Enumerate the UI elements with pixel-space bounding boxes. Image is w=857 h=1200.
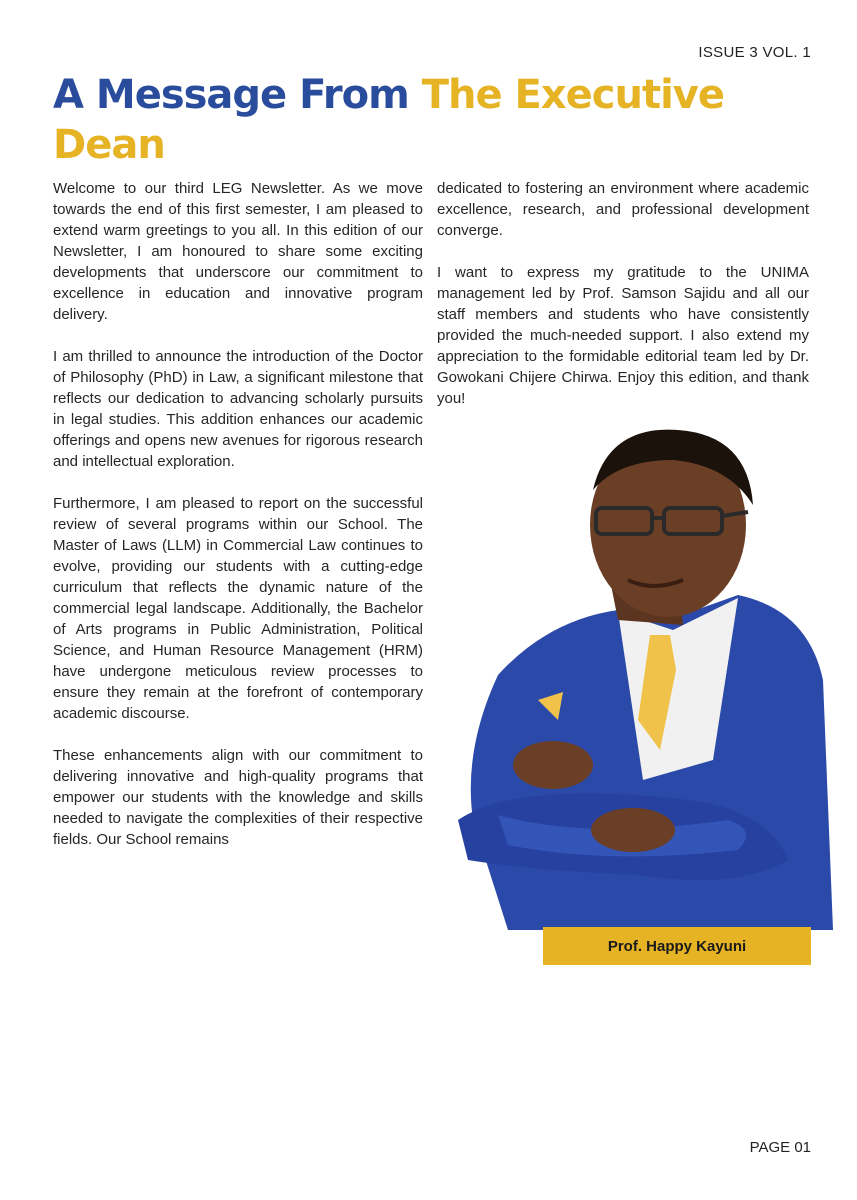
article-left-column (53, 178, 423, 871)
paragraph-phd: I am thrilled to announce the introduction of the Doctor of Philosophy (PhD) in Law, a significant milestone that reflects our dedication to advancing scholarly pursuits in legal studies. This addition enhances our academic offerings and opens new avenues for rigorous research and intellectual exploration. (53, 348, 423, 470)
paragraph-gratitude: I want to express my gratitude to the UNIMA management led by Prof. Samson Sajidu and all our staff members and students who have consistently provided the much-needed support. I also extend my appreciation to the formidable editorial team led by Dr. Gowokani Chijere Chirwa. Enjoy this edition, and thank you! (437, 264, 809, 407)
paragraph-welcome: Welcome to our third LEG Newsletter. As we move towards the end of this first semester, I am pleased to extend warm greetings to you all. In this edition of our Newsletter, I am honoured to share some exciting developments that underscore our commitment to excellence in education and innovative program delivery. (53, 180, 423, 323)
portrait-caption: Prof. Happy Kayuni (543, 927, 811, 965)
title-blue-part: A Message From (53, 72, 422, 118)
right-hand (591, 808, 675, 852)
title-gold-part: The Executive Dean (53, 72, 724, 168)
paragraph-program-review: Furthermore, I am pleased to report on the successful review of several programs within our School. The Master of Laws (LLM) in Commercial Law continues to evolve, providing our students with a cutting-edge curriculum that reflects the dynamic nature of the commercial legal landscape. Additionally, the Bachelor of Arts programs in Public Administration, Political Science, and Human Resource Management (HRM) have undergone meticulous review processes to ensure they remain at the forefront of contemporary academic discourse. (53, 495, 423, 722)
paragraph-enhancements: These enhancements align with our commitment to delivering innovative and high-quality programs that empower our students with the knowledge and skills needed to navigate the complexities of their respective fields. Our School remains (53, 747, 423, 848)
left-hand (513, 741, 593, 789)
page-number: PAGE 01 (749, 1139, 811, 1156)
paragraph-continued: dedicated to fostering an environment where academic excellence, research, and professional development converge. (437, 180, 809, 239)
page-title (53, 70, 813, 170)
article-right-column (437, 178, 809, 430)
issue-label: ISSUE 3 VOL. 1 (698, 44, 811, 61)
dean-portrait-photo (438, 420, 838, 930)
